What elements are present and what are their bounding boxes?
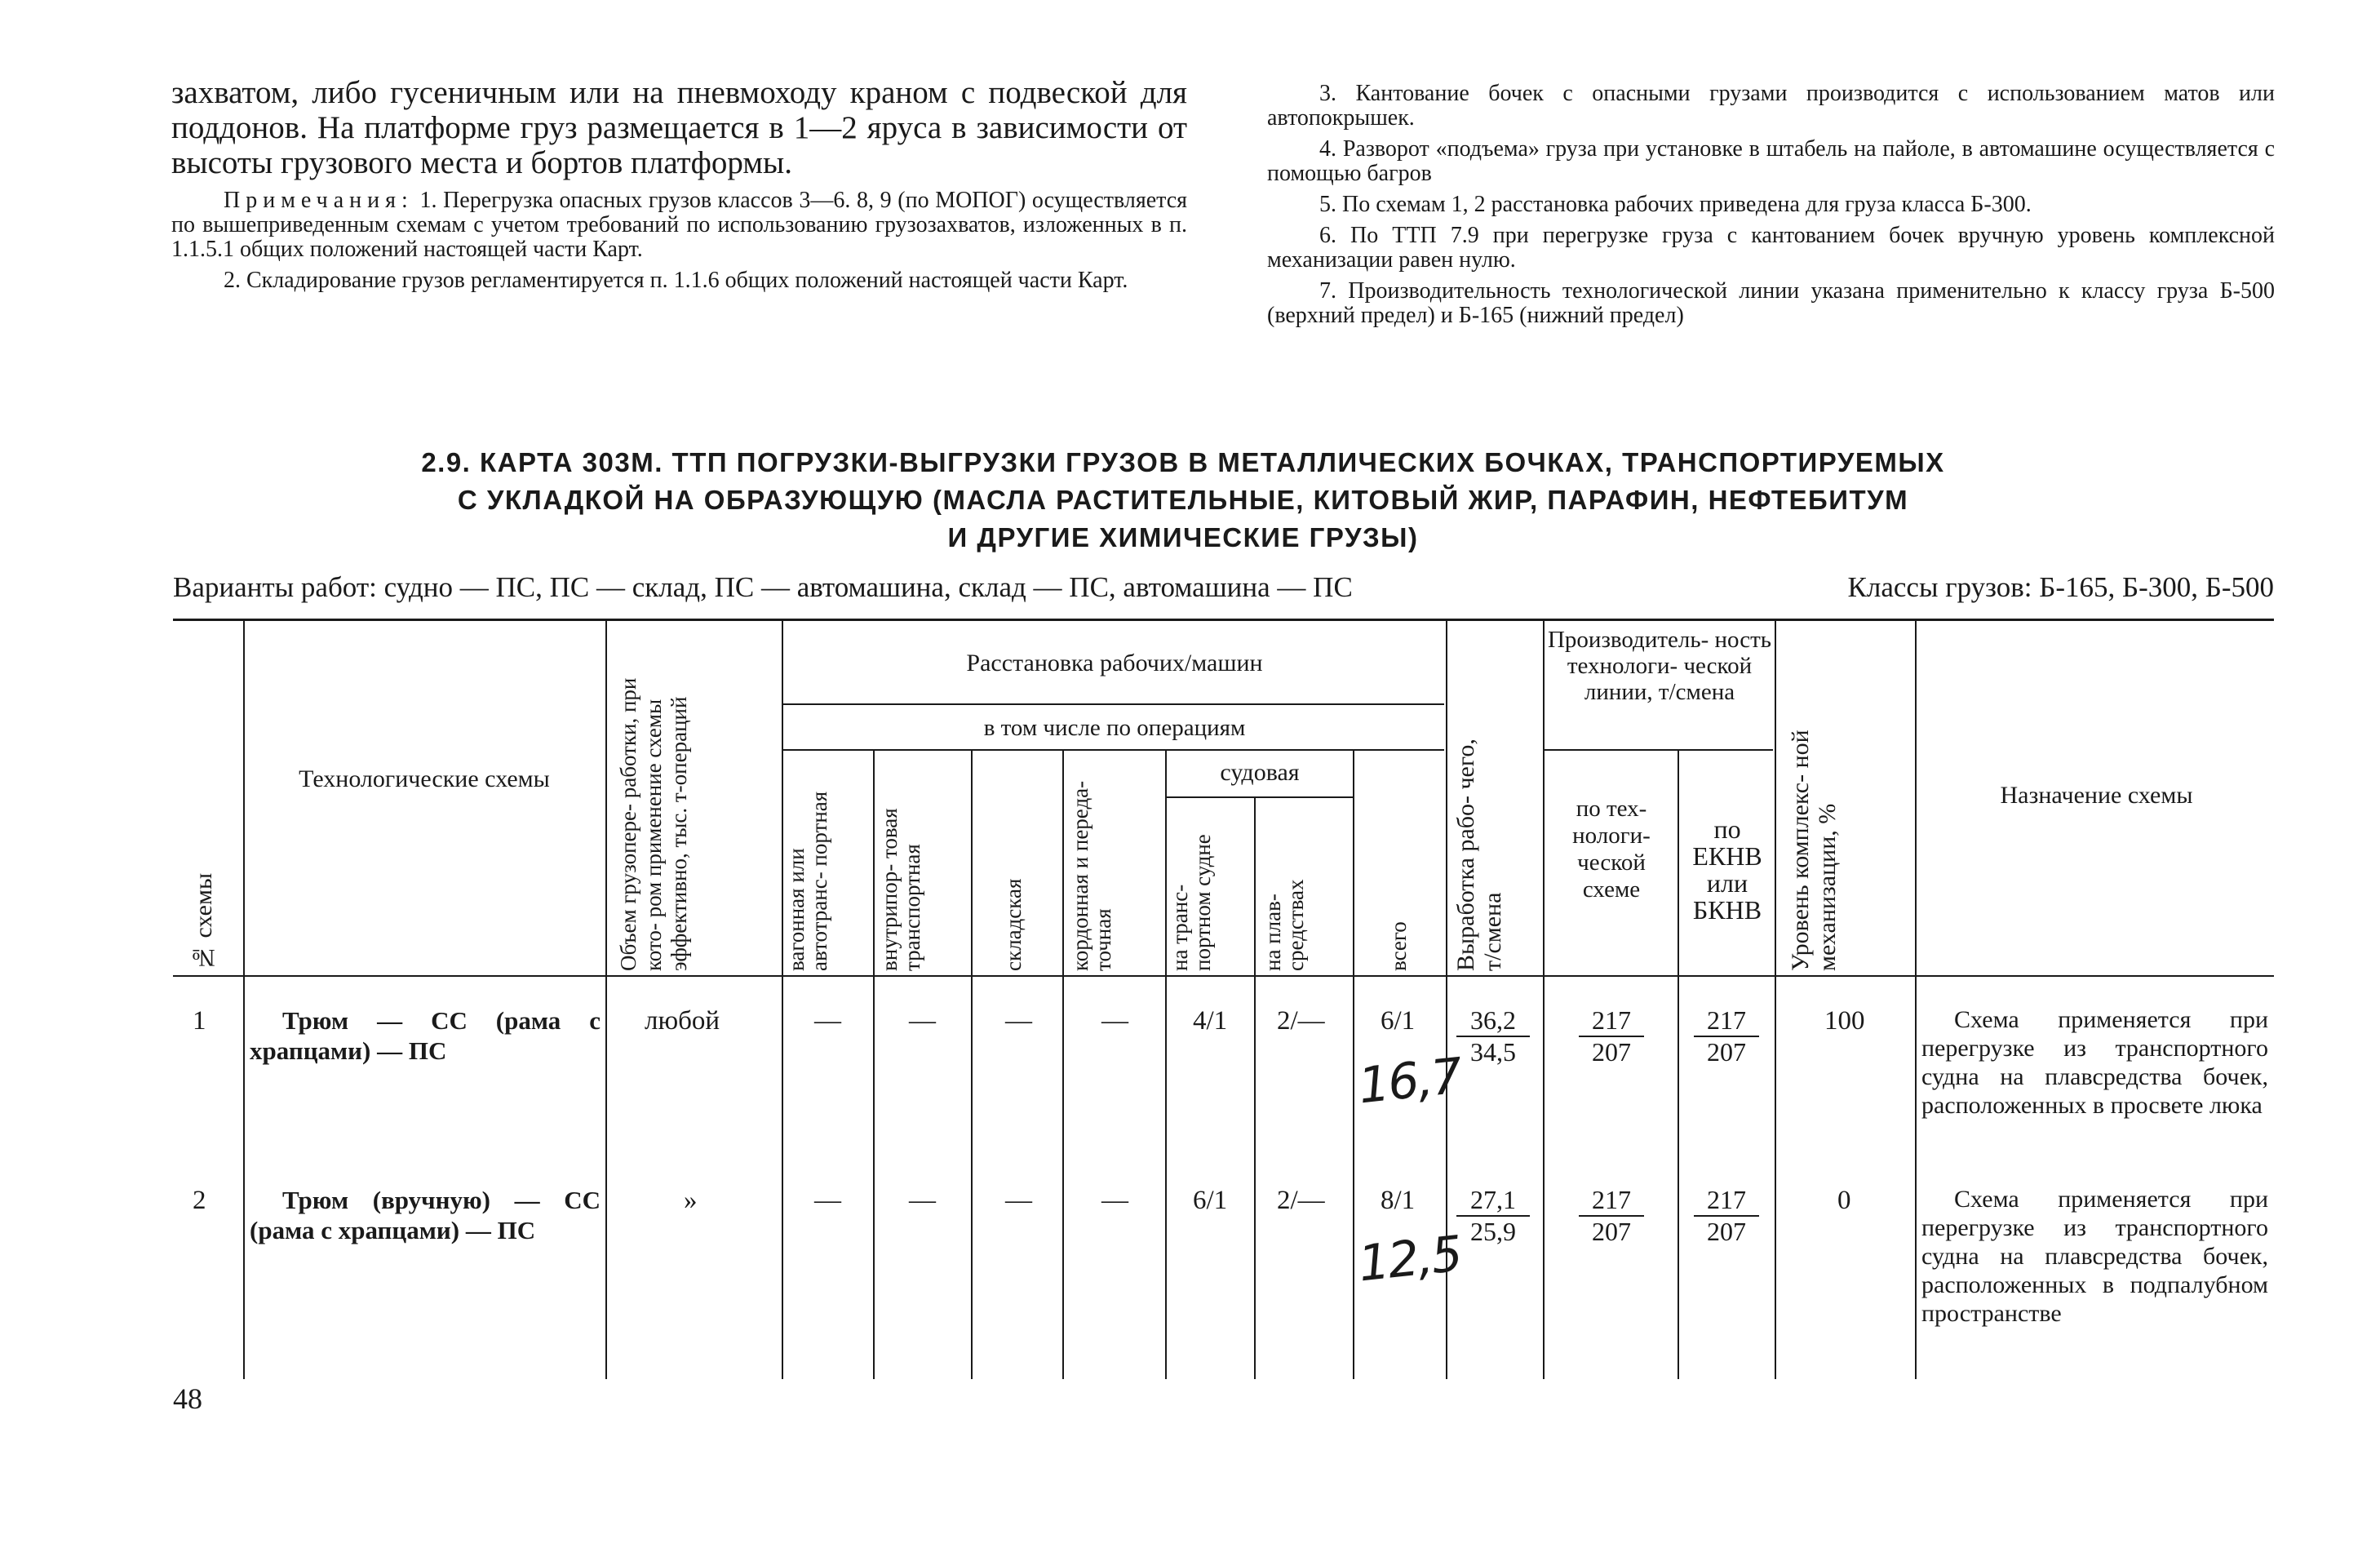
col-rule-8: [1254, 796, 1256, 1379]
notes-label: Примечания:: [224, 188, 414, 213]
row-2-ekinv: [1694, 1185, 1759, 1247]
note-7: 7. Производительность технологической линии указана применительно к классу груза Б-500 (верхний предел) и Б-165 (нижний предел): [1267, 278, 2275, 328]
row-1-wagon: —: [814, 1006, 841, 1036]
header-tech-schemes: Технологические схемы: [299, 765, 550, 792]
col-rule-9: [1353, 749, 1354, 1379]
row-1-mech-level: 100: [1824, 1006, 1865, 1036]
header-by-scheme: по тех- нологи- ческой схеме: [1572, 796, 1651, 903]
section-heading: [245, 444, 2121, 557]
row-1-output-top: 36,2: [1456, 1005, 1530, 1037]
table-header-bottom-rule: [173, 975, 2274, 977]
header-ship: судовая: [1220, 759, 1300, 786]
row-1-warehouse: —: [1005, 1006, 1032, 1036]
col-rule-7: [1165, 749, 1167, 1379]
col-rule-13: [1775, 620, 1776, 1379]
row-1-prod-bottom: 207: [1592, 1037, 1631, 1067]
row-2-ship-floating: 2/—: [1277, 1186, 1325, 1215]
row-1-ship-transport: 4/1: [1193, 1006, 1228, 1036]
row-1-ek-top: 217: [1694, 1005, 1759, 1037]
row-1-purpose: Схема применяется при перегрузке из транспортного судна на плавсредства бочек, расположенных в просвете люка: [1921, 1006, 2268, 1119]
row-2-output-bottom: 25,9: [1470, 1217, 1516, 1246]
row-1-num: 1: [193, 1006, 206, 1036]
col-rule-3: [782, 620, 783, 1379]
row-2-mech-level: 0: [1837, 1186, 1851, 1215]
header-output: Выработка рабо- чего, т/смена: [1452, 739, 1506, 971]
header-warehouse: складская: [1001, 878, 1026, 971]
row-1-handwritten-note: 16,7: [1355, 1047, 1464, 1116]
productivity-sub-rule: [1545, 749, 1773, 751]
row-2-wagon: —: [814, 1186, 841, 1215]
work-variants: Варианты работ: судно — ПС, ПС — склад, ПС — автомашина, склад — ПС, автомашина — ПС: [173, 571, 1353, 603]
row-2-purpose: Схема применяется при перегрузке из транспортного судна на плавсредства бочек, расположенных в подпалубном пространстве: [1921, 1186, 2268, 1327]
ops-sub-rule: [783, 749, 1444, 751]
col-rule-1: [243, 620, 245, 1379]
col-rule-2: [605, 620, 607, 1379]
row-2-handwritten-note: 12,5: [1355, 1225, 1464, 1293]
left-column: [171, 75, 1187, 293]
note-3: 3. Кантование бочек с опасными грузами производится с использованием матов или автопокрышек.: [1267, 81, 2275, 131]
col-rule-6: [1062, 749, 1064, 1379]
ship-sub-rule: [1165, 796, 1353, 798]
note-1-text: 1. Перегрузка опасных грузов классов 3—6. 8, 9 (по МОПОГ) осуществляется по вышеприведенным схемам с учетом требований по использованию грузозахватов, изложенных в п. 1.1.5.1 общих положений настоящей части Карт.: [171, 188, 1188, 262]
row-2-prod-top: 217: [1579, 1185, 1644, 1217]
header-ship-floating: на плав- средствах: [1261, 879, 1308, 971]
header-cordon: кордонная и переда- точная: [1068, 780, 1115, 971]
header-ship-transport: на транс- портном судне: [1168, 834, 1215, 971]
note-1: [171, 189, 1187, 262]
row-2-total: 8/1: [1381, 1186, 1416, 1215]
col-rule-12: [1678, 749, 1679, 1379]
row-1-volume: любой: [645, 1006, 720, 1036]
row-2-scheme: Трюм (вручную) — СС (рама с храпцами) — ПС: [250, 1186, 601, 1244]
row-1-output: [1456, 1005, 1530, 1067]
row-1-productivity: [1579, 1005, 1644, 1067]
row-2-output-top: 27,1: [1456, 1185, 1530, 1217]
header-purpose: Назначение схемы: [2000, 782, 2193, 809]
cargo-classes: Классы грузов: Б-165, Б-300, Б-500: [1847, 571, 2274, 603]
row-2-warehouse: —: [1005, 1186, 1032, 1215]
header-by-operations: в том числе по операциям: [983, 715, 1246, 741]
placement-sub-rule: [783, 703, 1444, 705]
header-wagon: вагонная или автотранс- портная: [784, 791, 831, 971]
right-column: [1267, 82, 2275, 328]
row-2-internal: —: [909, 1186, 936, 1215]
page-number: 48: [173, 1382, 202, 1415]
note-6: 6. По ТТП 7.9 при перегрузке груза с кантованием бочек вручную уровень комплексной механизации равен нулю.: [1267, 223, 2275, 273]
row-2-cordon: —: [1101, 1186, 1128, 1215]
row-1-output-bottom: 34,5: [1470, 1037, 1516, 1067]
row-2-productivity: [1579, 1185, 1644, 1247]
col-rule-11: [1543, 620, 1545, 1379]
header-by-ekinv: по ЕКНВ или БКНВ: [1692, 814, 1762, 925]
heading-line-2: С УКЛАДКОЙ НА ОБРАЗУЮЩУЮ (МАСЛА РАСТИТЕЛЬНЫЕ, КИТОВЫЙ ЖИР, ПАРАФИН, НЕФТЕБИТУМ: [457, 485, 1909, 515]
header-internal: внутрипор- товая транспортная: [877, 808, 924, 971]
col-rule-5: [971, 749, 973, 1379]
header-mech-level: Уровень комплекс- ной механизации, %: [1787, 730, 1841, 971]
row-1-scheme: Трюм — СС (рама с храпцами) — ПС: [250, 1006, 601, 1065]
note-4: 4. Разворот «подъема» груза при установке в штабель на пайоле, в автомашине осуществляется с помощью багров: [1267, 136, 2275, 186]
row-2-ek-top: 217: [1694, 1185, 1759, 1217]
row-2-ship-transport: 6/1: [1193, 1186, 1228, 1215]
row-1-cordon: —: [1101, 1006, 1128, 1036]
row-2-output: [1456, 1185, 1530, 1247]
row-1-ship-floating: 2/—: [1277, 1006, 1325, 1036]
header-productivity: Производитель- ность технологи- ческой линии, т/смена: [1547, 627, 1771, 705]
row-1-ekinv: [1694, 1005, 1759, 1067]
note-5: 5. По схемам 1, 2 расстановка рабочих приведена для груза класса Б-300.: [1319, 192, 2032, 217]
heading-line-1: 2.9. КАРТА 303М. ТТП ПОГРУЗКИ-ВЫГРУЗКИ ГРУЗОВ В МЕТАЛЛИЧЕСКИХ БОЧКАХ, ТРАНСПОРТИРУЕМЫХ: [421, 447, 1945, 477]
header-volume: Объем грузопере- работки, при кото- ром применение схемы эффективно, тыс. т-операций: [616, 677, 691, 971]
header-scheme-number: № схемы: [190, 872, 217, 971]
header-total: всего: [1386, 921, 1411, 971]
col-rule-4: [873, 749, 875, 1379]
heading-line-3: И ДРУГИЕ ХИМИЧЕСКИЕ ГРУЗЫ): [947, 522, 1419, 552]
row-1-internal: —: [909, 1006, 936, 1036]
row-1-ek-bottom: 207: [1707, 1037, 1746, 1067]
note-2: 2. Складирование грузов регламентируется п. 1.1.6 общих положений настоящей части Карт.: [224, 268, 1128, 293]
row-1-prod-top: 217: [1579, 1005, 1644, 1037]
row-2-ek-bottom: 207: [1707, 1217, 1746, 1246]
row-2-num: 2: [193, 1186, 206, 1215]
header-placement: Расстановка рабочих/машин: [966, 650, 1263, 676]
table-top-rule: [173, 619, 2274, 621]
row-2-volume: »: [684, 1186, 698, 1215]
row-2-prod-bottom: 207: [1592, 1217, 1631, 1246]
paragraph-continuation: захватом, либо гусеничным или на пневмоходу краном с подвеской для поддонов. На платформе груз размещается в 1—2 яруса в зависимости от высоты грузового места и бортов платформы.: [171, 75, 1187, 180]
row-1-total: 6/1: [1381, 1006, 1416, 1036]
col-rule-14: [1915, 620, 1917, 1379]
